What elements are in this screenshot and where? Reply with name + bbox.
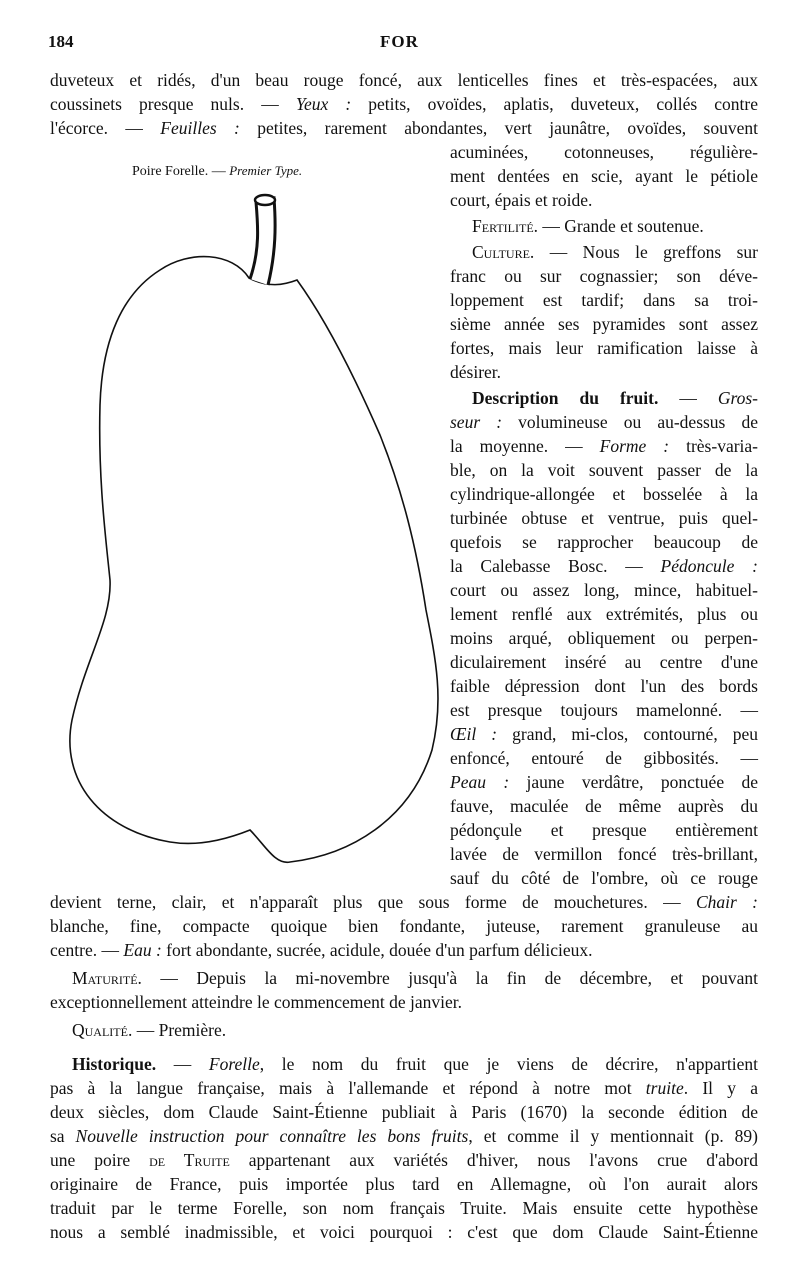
description-wide-line-2: blanche, fine, compacte quoique bien fondante, juteuse, rarement granuleuse au bbox=[50, 916, 758, 936]
historique-line-6: originaire de France, puis importée plus tard en Allemagne, où l'on aurait alors bbox=[50, 1174, 758, 1194]
maturite-line-2: exceptionnellement atteindre le commencement de janvier. bbox=[50, 992, 463, 1012]
culture-line-2: franc ou sur cognassier; son déve- bbox=[450, 266, 758, 286]
pear-stem bbox=[250, 198, 275, 285]
historique-line-5: une poire de Truite appartenant aux variétés d'hiver, nous l'avons crue d'abord bbox=[50, 1150, 758, 1170]
maturite-line-1: Maturité. — Depuis la mi-novembre jusqu'à la fin de décembre, et pouvant bbox=[72, 968, 758, 988]
column-line-2: ment dentées en scie, ayant le pétiole bbox=[450, 166, 758, 186]
pear-outline bbox=[70, 257, 438, 863]
figure-caption: Poire Forelle. — Premier Type. bbox=[132, 163, 303, 179]
description-line-14: est presque toujours mamelonné. — bbox=[450, 700, 758, 720]
historique-line-1: Historique. — Forelle, le nom du fruit que je viens de décrire, n'appartient bbox=[72, 1054, 759, 1074]
historique-line-7: traduit par le terme Forelle, son nom français Truite. Mais ensuite cette hypothèse bbox=[50, 1198, 758, 1218]
description-line-11: moins arqué, obliquement ou perpen- bbox=[450, 628, 758, 648]
description-line-4: ble, on la voit souvent passer de la bbox=[450, 460, 758, 480]
historique-line-4: sa Nouvelle instruction pour connaître les bons fruits, et comme il y mentionnait (p. 89) bbox=[50, 1126, 758, 1146]
column-line-1: acuminées, cotonneuses, régulière- bbox=[450, 142, 758, 162]
culture-line-4: sième année ses pyramides sont assez bbox=[450, 314, 758, 334]
description-line-18: fauve, maculée de même auprès du bbox=[450, 796, 758, 816]
description-line-9: court ou assez long, mince, habituel- bbox=[450, 580, 758, 600]
description-line-13: faible dépression dont l'un des bords bbox=[450, 676, 758, 696]
description-line-19: pédonçule et presque entièrement bbox=[450, 820, 758, 840]
description-wide-line-3: centre. — Eau : fort abondante, sucrée, acidule, douée d'un parfum délicieux. bbox=[50, 940, 593, 960]
culture-line-6: désirer. bbox=[450, 362, 502, 382]
stem-tip bbox=[255, 195, 275, 205]
intro-line-2: coussinets presque nuls. — Yeux : petits, ovoïdes, aplatis, duveteux, collés contre bbox=[50, 94, 758, 114]
page-number: 184 bbox=[48, 32, 74, 51]
historique-line-2: pas à la langue française, mais à l'allemande et répond à notre mot truite. Il y a bbox=[50, 1078, 758, 1098]
description-line-8: la Calebasse Bosc. — Pédoncule : bbox=[450, 556, 758, 576]
culture-line-3: loppement est tardif; dans sa troi- bbox=[450, 290, 758, 310]
pear-illustration bbox=[60, 190, 445, 880]
description-line-3: la moyenne. — Forme : très-varia- bbox=[450, 436, 758, 456]
intro-line-1: duveteux et ridés, d'un beau rouge foncé, aux lenticelles fines et très-espacées, aux bbox=[50, 70, 758, 90]
culture-line-5: fortes, mais leur ramification laisse à bbox=[450, 338, 758, 358]
description-line-12: diculairement inséré au centre d'une bbox=[450, 652, 758, 672]
historique-line-8: nous a semblé inadmissible, et voici pourquoi : c'est que dom Claude Saint-Étienne bbox=[50, 1222, 758, 1242]
description-line-16: enfoncé, entouré de gibbosités. — bbox=[450, 748, 758, 768]
description-line-21: sauf du côté de l'ombre, où ce rouge bbox=[450, 868, 758, 888]
description-line-17: Peau : jaune verdâtre, ponctuée de bbox=[450, 772, 758, 792]
fertilite-line: Fertilité. — Grande et soutenue. bbox=[472, 216, 704, 236]
qualite-line: Qualité. — Première. bbox=[72, 1020, 227, 1040]
description-line-7: quefois se rapprocher beaucoup de bbox=[450, 532, 758, 552]
description-line-6: turbinée obtuse et ventrue, puis quel- bbox=[450, 508, 758, 528]
description-line-2: seur : volumineuse ou au-dessus de bbox=[450, 412, 758, 432]
description-line-1: Description du fruit. — Gros- bbox=[472, 388, 758, 408]
historique-line-3: deux siècles, dom Claude Saint-Étienne publiait à Paris (1670) la seconde édition de bbox=[50, 1102, 758, 1122]
culture-line-1: Culture. — Nous le greffons sur bbox=[472, 242, 758, 262]
running-head: FOR bbox=[380, 32, 419, 51]
column-line-3: court, épais et roide. bbox=[450, 190, 593, 210]
description-line-20: lavée de vermillon foncé très-brillant, bbox=[450, 844, 758, 864]
description-wide-line-1: devient terne, clair, et n'apparaît plus que sous forme de mouchetures. — Chair : bbox=[50, 892, 758, 912]
description-line-15: Œil : grand, mi-clos, contourné, peu bbox=[450, 724, 759, 744]
intro-line-3: l'écorce. — Feuilles : petites, rarement abondantes, vert jaunâtre, ovoïdes, souvent bbox=[50, 118, 758, 138]
description-line-10: lement renflé aux extrémités, plus ou bbox=[450, 604, 758, 624]
description-line-5: cylindrique-allongée et bosselée à la bbox=[450, 484, 758, 504]
